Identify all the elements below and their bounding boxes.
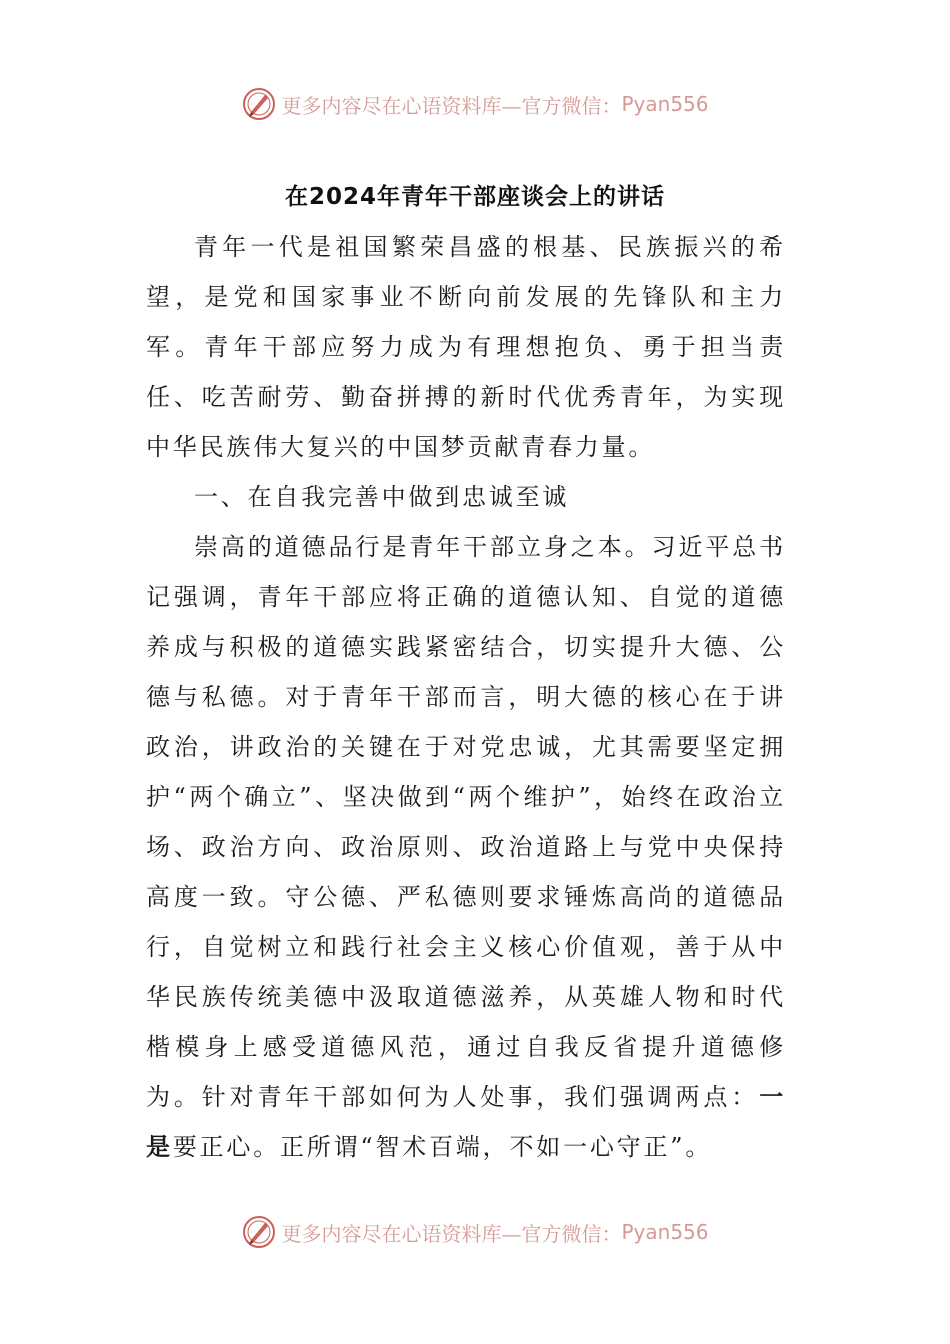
document-title: 在2024年青年干部座谈会上的讲话: [284, 184, 665, 210]
paragraph-section-1: [146, 522, 786, 1172]
paragraph-text: 崇高的道德品行是青年干部立身之本。习近平总书记强调，青年干部应将正确的道德认知、自觉的道德养成与积极的道德实践紧密结合，切实提升大德、公德与私德。对于青年干部而言，明大德的核心在于讲政治，讲政治的关键在于对党忠诚，尤其需要坚定拥护“两个确立”、坚决做到“两个维护”，始终在政治立场、政治方向、政治原则、政治道路上与党中央保持高度一致。守公德、严私德则要求锤炼高尚的道德品行，自觉树立和践行社会主义核心价值观，善于从中华民族传统美德中汲取道德滋养，从英雄人物和时代楷模身上感受道德风范，通过自我反省提升道德修为。针对青年干部如何为人处事，我们强调两点：: [146, 533, 786, 1111]
watermark-text: 更多内容尽在心语资料库—官方微信：: [281, 1221, 622, 1246]
paragraph-text-continued: 要正心。正所谓“智术百端，不如一心守正”。: [172, 1133, 713, 1161]
watermark-text: 更多内容尽在心语资料库—官方微信：: [281, 93, 622, 118]
pen-circle-icon: [241, 1214, 277, 1250]
section-heading-1: 一、在自我完善中做到忠诚至诚: [194, 483, 570, 511]
watermark-header: [0, 84, 950, 124]
paragraph-lead-emphasis: 一是: [146, 1082, 786, 1161]
paragraph-intro: 青年一代是祖国繁荣昌盛的根基、民族振兴的希望，是党和国家事业不断向前发展的先锋队和主力军。青年干部应努力成为有理想抱负、勇于担当责任、吃苦耐劳、勤奋拼搏的新时代优秀青年，为实现中华民族伟大复兴的中国梦贡献青春力量。: [146, 233, 786, 461]
document-body: [146, 222, 786, 1172]
watermark-wechat-id: Pyan556: [621, 92, 709, 116]
watermark-footer: [0, 1212, 950, 1252]
pen-circle-icon: [241, 86, 277, 122]
watermark-wechat-id: Pyan556: [621, 1220, 709, 1244]
